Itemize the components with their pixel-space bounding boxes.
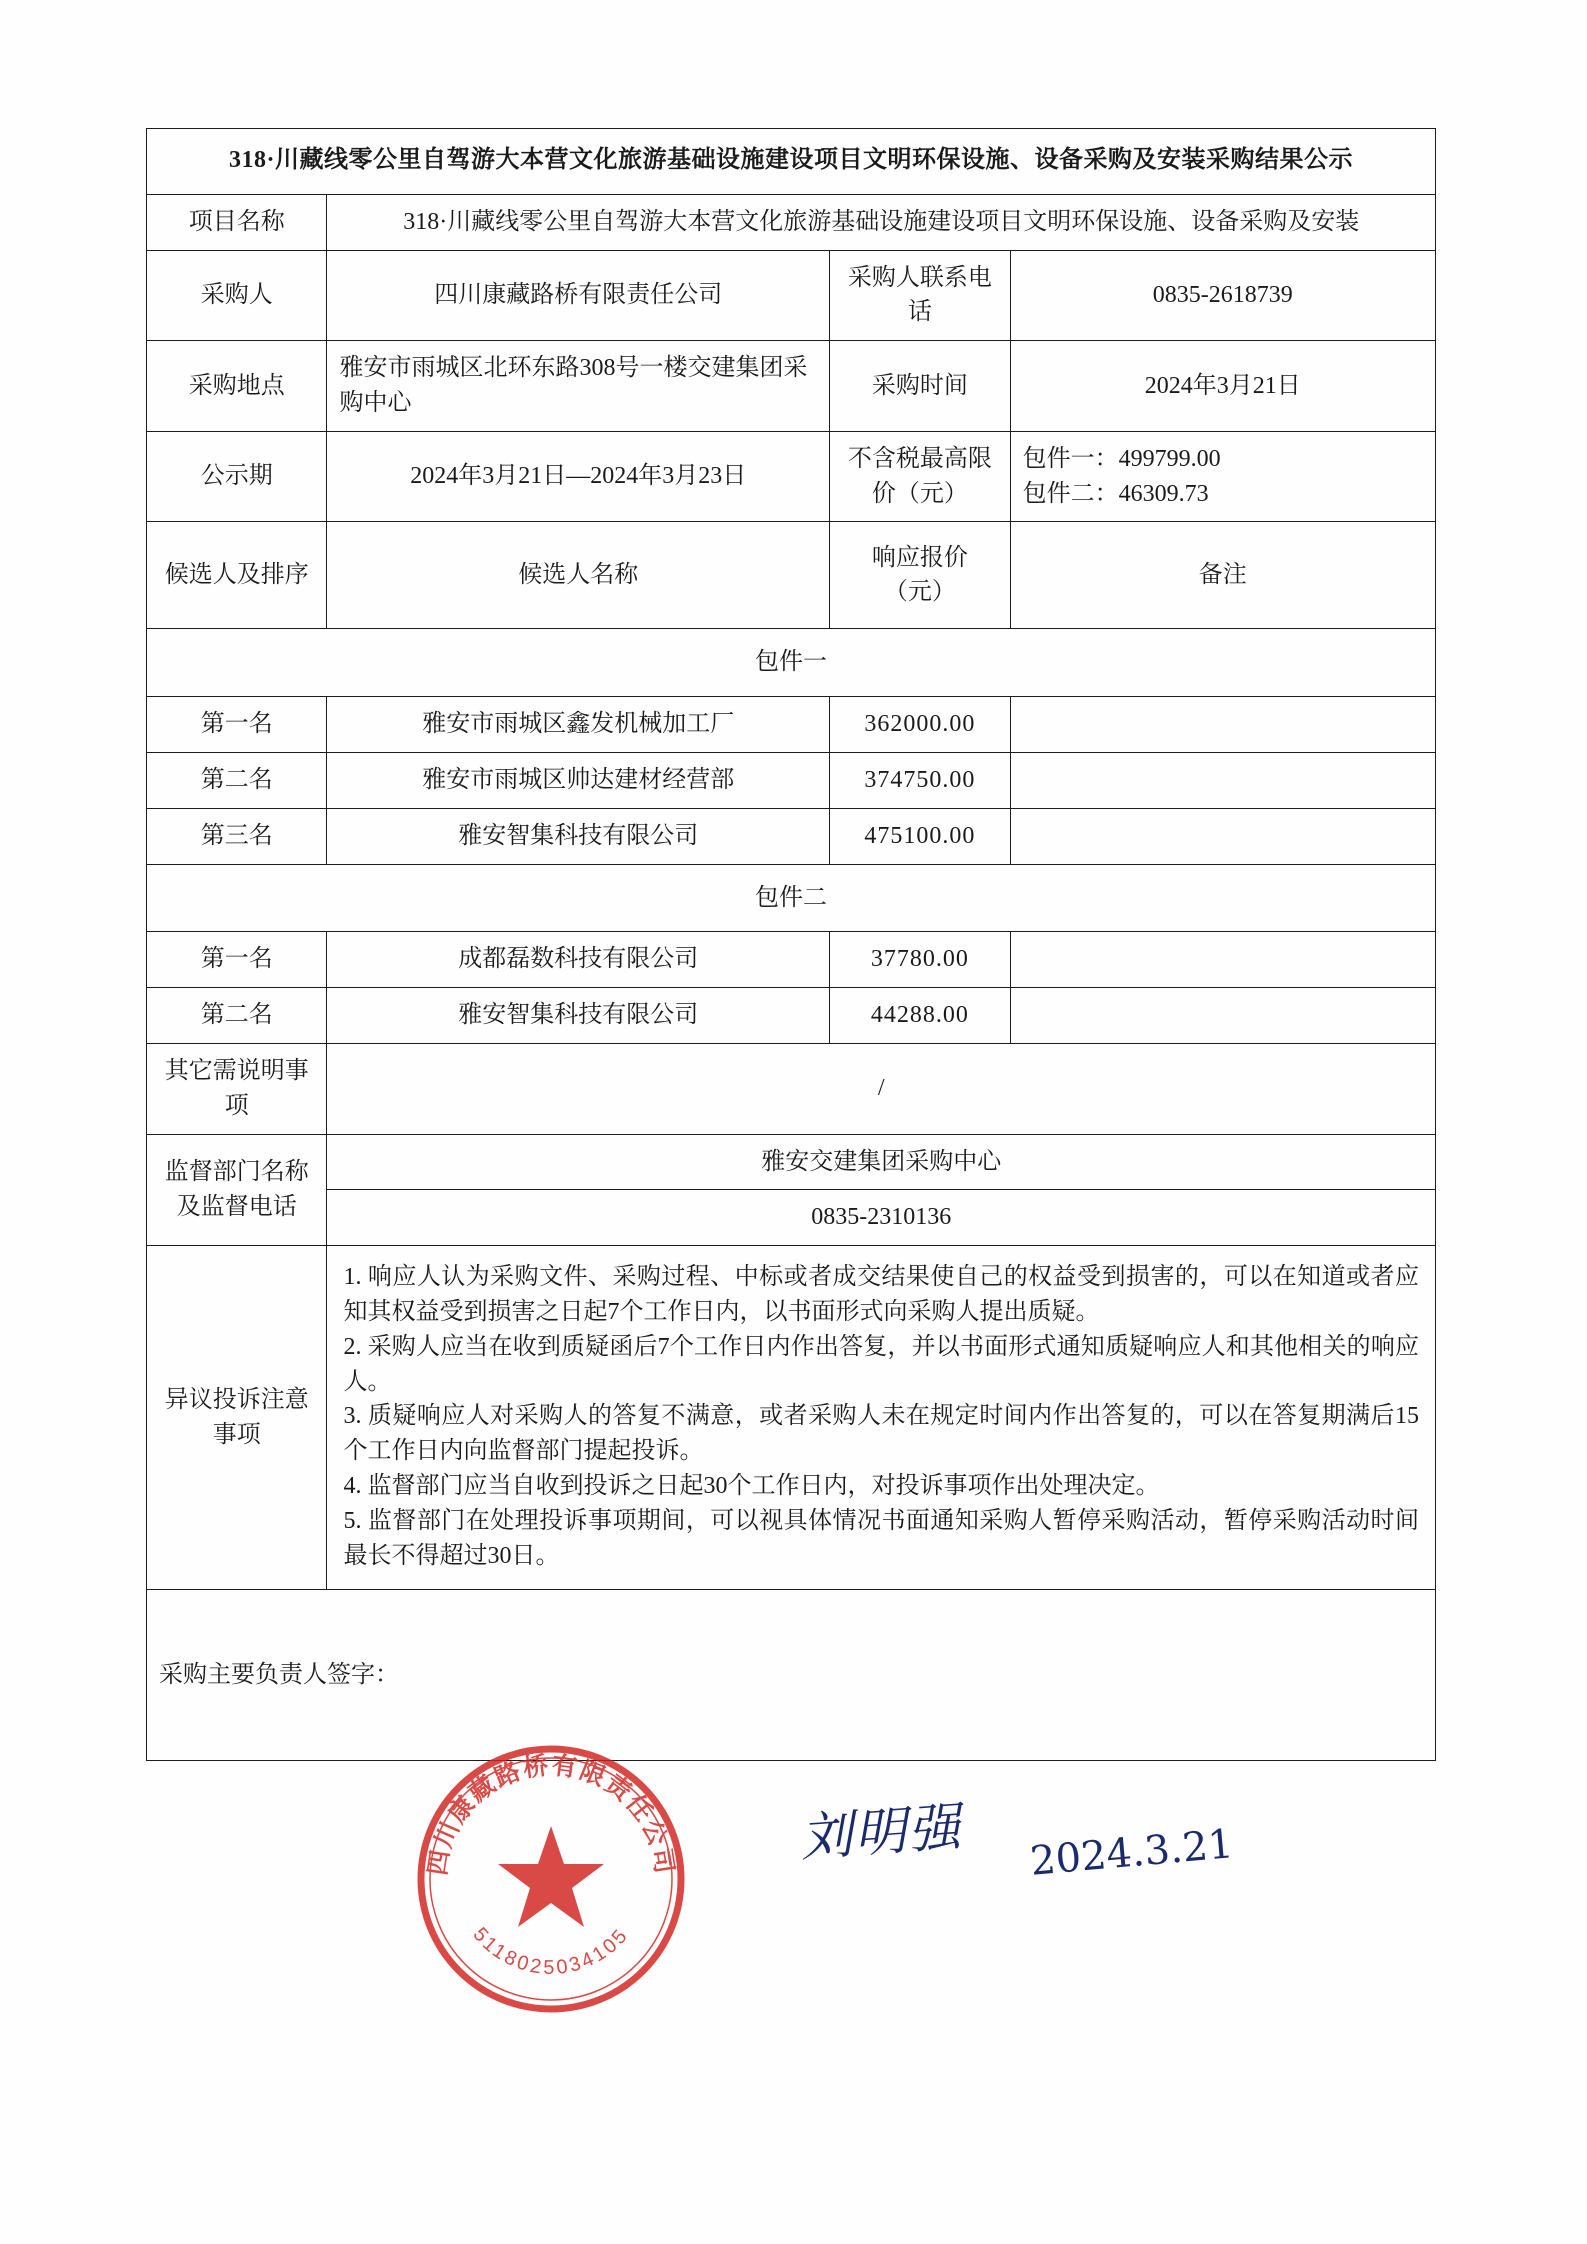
table-row-other <box>147 1043 1436 1134</box>
announcement-document <box>146 128 1436 1761</box>
quote-cell: 475100.00 <box>830 808 1010 864</box>
table-row-place <box>147 341 1436 432</box>
complaint-notes <box>327 1246 1436 1590</box>
publicity-value: 2024年3月21日—2024年3月23日 <box>327 431 830 522</box>
quote-label: 响应报价（元） <box>830 522 1010 629</box>
rank-cell: 第一名 <box>147 697 327 753</box>
rank-cell: 第一名 <box>147 932 327 988</box>
complaint-item: 2. 采购人应当在收到质疑函后7个工作日内作出答复，并以书面形式通知质疑响应人和其他相关的响应人。 <box>343 1333 1419 1395</box>
place-label: 采购地点 <box>147 341 327 432</box>
remark-cell <box>1010 808 1435 864</box>
rank-cell: 第二名 <box>147 988 327 1044</box>
rank-cell: 第三名 <box>147 808 327 864</box>
candidate-cell: 雅安智集科技有限公司 <box>327 808 830 864</box>
max-price-package-one: 包件一：499799.00 <box>1022 445 1221 472</box>
project-name-label: 项目名称 <box>147 194 327 250</box>
package-two-title: 包件二 <box>147 864 1436 932</box>
table-row <box>147 988 1436 1044</box>
other-label: 其它需说明事项 <box>147 1043 327 1134</box>
time-label: 采购时间 <box>830 341 1010 432</box>
table-row-package-heading <box>147 864 1436 932</box>
announcement-table <box>146 128 1436 1761</box>
table-row-publicity <box>147 431 1436 522</box>
quote-cell: 37780.00 <box>830 932 1010 988</box>
max-price-values <box>1010 431 1435 522</box>
company-seal-stamp <box>412 1740 690 2018</box>
table-row <box>147 932 1436 988</box>
svg-text:四川康藏路桥有限责任公司: 四川康藏路桥有限责任公司 <box>424 1752 678 1878</box>
signature-date: 2024.3.21 <box>1028 1821 1236 1885</box>
table-row <box>147 752 1436 808</box>
candidate-rank-label: 候选人及排序 <box>147 522 327 629</box>
quote-cell: 44288.00 <box>830 988 1010 1044</box>
table-row-candidate-header <box>147 522 1436 629</box>
purchaser-phone-value: 0835-2618739 <box>1010 250 1435 341</box>
supervisor-label: 监督部门名称及监督电话 <box>147 1134 327 1246</box>
rank-cell: 第二名 <box>147 752 327 808</box>
table-row-project-name <box>147 194 1436 250</box>
candidate-cell: 雅安市雨城区帅达建材经营部 <box>327 752 830 808</box>
complaint-item: 5. 监督部门在处理投诉事项期间，可以视具体情况书面通知采购人暂停采购活动，暂停采购活动时间最长不得超过30日。 <box>343 1507 1419 1569</box>
purchaser-label: 采购人 <box>147 250 327 341</box>
time-value: 2024年3月21日 <box>1010 341 1435 432</box>
package-one-title: 包件一 <box>147 629 1436 697</box>
max-price-package-two: 包件二：46309.73 <box>1022 480 1209 507</box>
remark-label: 备注 <box>1010 522 1435 629</box>
table-row-complaint <box>147 1246 1436 1590</box>
table-row-supervisor-name <box>147 1134 1436 1190</box>
table-row-signature <box>147 1590 1436 1761</box>
quote-cell: 362000.00 <box>830 697 1010 753</box>
other-value: / <box>327 1043 1436 1134</box>
purchaser-value: 四川康藏路桥有限责任公司 <box>327 250 830 341</box>
remark-cell <box>1010 932 1435 988</box>
project-name-value: 318·川藏线零公里自驾游大本营文化旅游基础设施建设项目文明环保设施、设备采购及安装 <box>327 194 1436 250</box>
table-row <box>147 808 1436 864</box>
purchaser-phone-label: 采购人联系电话 <box>830 250 1010 341</box>
candidate-cell: 成都磊数科技有限公司 <box>327 932 830 988</box>
signature-label: 采购主要负责人签字： <box>147 1590 1436 1761</box>
table-row-supervisor-phone <box>147 1190 1436 1246</box>
complaint-item: 1. 响应人认为采购文件、采购过程、中标或者成交结果使自己的权益受到损害的，可以在知道或者应知其权益受到损害之日起7个工作日内，以书面形式向采购人提出质疑。 <box>343 1264 1419 1325</box>
table-row-purchaser <box>147 250 1436 341</box>
table-row-title <box>147 129 1436 195</box>
complaint-item: 4. 监督部门应当自收到投诉之日起30个工作日内，对投诉事项作出处理决定。 <box>343 1472 1160 1499</box>
complaint-label: 异议投诉注意事项 <box>147 1246 327 1590</box>
supervisor-phone: 0835-2310136 <box>327 1190 1436 1246</box>
place-value: 雅安市雨城区北环东路308号一楼交建集团采购中心 <box>327 341 830 432</box>
table-row-package-heading <box>147 629 1436 697</box>
table-row <box>147 697 1436 753</box>
complaint-item: 3. 质疑响应人对采购人的答复不满意，或者采购人未在规定时间内作出答复的，可以在答复期满后15个工作日内向监督部门提起投诉。 <box>343 1403 1419 1465</box>
signature-handwriting: 刘明强 <box>798 1797 965 1869</box>
remark-cell <box>1010 697 1435 753</box>
candidate-cell: 雅安市雨城区鑫发机械加工厂 <box>327 697 830 753</box>
remark-cell <box>1010 752 1435 808</box>
svg-text:5118025034105: 5118025034105 <box>468 1923 634 1979</box>
candidate-cell: 雅安智集科技有限公司 <box>327 988 830 1044</box>
quote-cell: 374750.00 <box>830 752 1010 808</box>
page-title: 318·川藏线零公里自驾游大本营文化旅游基础设施建设项目文明环保设施、设备采购及安装采购结果公示 <box>147 129 1436 195</box>
candidate-name-label: 候选人名称 <box>327 522 830 629</box>
max-price-label: 不含税最高限价（元） <box>830 431 1010 522</box>
supervisor-name: 雅安交建集团采购中心 <box>327 1134 1436 1190</box>
remark-cell <box>1010 988 1435 1044</box>
publicity-label: 公示期 <box>147 431 327 522</box>
